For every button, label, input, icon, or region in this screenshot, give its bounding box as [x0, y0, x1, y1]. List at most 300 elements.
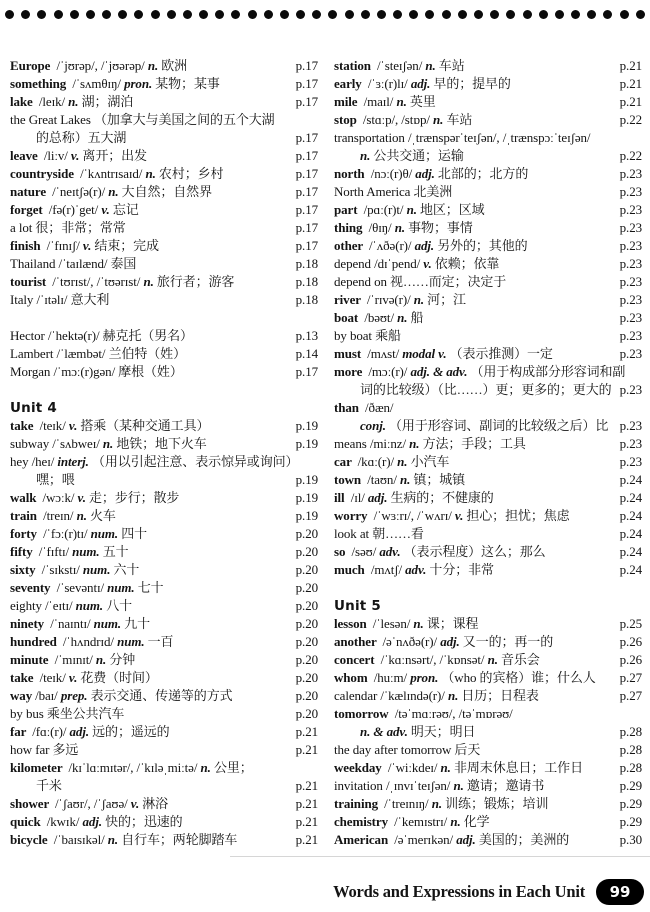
- page-reference: p.17: [295, 184, 318, 199]
- vocab-entry-line: [10, 687, 318, 705]
- entry-text: [10, 813, 183, 831]
- vocab-entry-line: [334, 165, 642, 183]
- entry-fragment: 湖；湖泊: [78, 94, 134, 109]
- headword: Europe: [10, 58, 54, 73]
- part-of-speech: adj.: [440, 634, 460, 649]
- entry-fragment: 的总称）五大湖: [36, 130, 127, 145]
- headword: river: [334, 292, 364, 307]
- entry-fragment: eighty /ˈeɪtɪ/: [10, 598, 76, 613]
- entry-fragment: /ˈfɪnɪʃ/: [46, 238, 83, 253]
- entry-text: [10, 327, 193, 345]
- entry-fragment: /ˈsʌmθɪŋ/: [72, 76, 125, 91]
- part-of-speech: num.: [82, 562, 111, 577]
- headword: whom: [334, 670, 371, 685]
- headword: hundred: [10, 634, 60, 649]
- part-of-speech: n.: [108, 184, 119, 199]
- entry-fragment: 八十: [103, 598, 133, 613]
- vocab-entry-line: [10, 453, 318, 471]
- vocab-entry-line: [334, 651, 642, 669]
- vocab-entry-line: [10, 435, 318, 453]
- entry-fragment: /ˈneɪtʃə(r)/: [52, 184, 109, 199]
- entry-text: [334, 327, 401, 345]
- headword: leave: [10, 148, 41, 163]
- vocab-entry-line: [10, 111, 318, 129]
- entry-text: [334, 705, 513, 723]
- entry-text: [10, 489, 179, 507]
- entry-fragment: /əˈmerɪkən/: [394, 832, 457, 847]
- part-of-speech: adj.: [410, 76, 431, 91]
- entry-fragment: 四十: [118, 526, 147, 541]
- headword: training: [334, 796, 382, 811]
- part-of-speech: adj.: [82, 814, 102, 829]
- entry-fragment: subway /ˈsʌbweɪ/: [10, 436, 103, 451]
- entry-text: [334, 93, 436, 111]
- entry-fragment: 公里；: [210, 760, 253, 775]
- headword: minute: [10, 652, 52, 667]
- vocab-entry-line: [10, 129, 318, 147]
- entry-fragment: 又一的；再一的: [459, 634, 554, 649]
- entry-text: [10, 57, 187, 75]
- page-reference: p.22: [619, 112, 642, 127]
- entry-fragment: 北部的；北方的: [434, 166, 529, 181]
- page-reference: p.20: [295, 526, 318, 541]
- border-dot: [506, 10, 515, 19]
- part-of-speech: conj.: [360, 418, 386, 433]
- entry-text: [10, 597, 132, 615]
- headword: forget: [10, 202, 46, 217]
- page-reference: p.24: [619, 508, 642, 523]
- headword: sixty: [10, 562, 39, 577]
- page-reference: p.23: [619, 310, 642, 325]
- entry-fragment: 自行车；两轮脚踏车: [118, 832, 238, 847]
- entry-fragment: /teɪk/: [39, 418, 69, 433]
- vocab-entry-line: [10, 777, 318, 795]
- entry-text: [36, 129, 126, 147]
- entry-text: [334, 345, 553, 363]
- entry-text: [10, 687, 233, 705]
- entry-fragment: 车站: [435, 58, 465, 73]
- headword: must: [334, 346, 365, 361]
- page-reference: p.27: [619, 670, 642, 685]
- vocab-entry-line: [10, 507, 318, 525]
- headword: chemistry: [334, 814, 392, 829]
- entry-fragment: 走；步行；散步: [85, 490, 180, 505]
- vocab-entry-line: [10, 615, 318, 633]
- entry-fragment: 结束；完成: [91, 238, 159, 253]
- part-of-speech: adj. & adv.: [410, 364, 468, 379]
- entry-text: [334, 453, 449, 471]
- border-dot: [587, 10, 596, 19]
- border-dot: [393, 10, 402, 19]
- part-of-speech: n.: [147, 58, 159, 73]
- page-reference: p.17: [295, 94, 318, 109]
- entry-text: [334, 795, 548, 813]
- entry-text: [10, 255, 136, 273]
- page-reference: p.20: [295, 634, 318, 649]
- page-reference: p.20: [295, 616, 318, 631]
- vocab-entry-line: [334, 57, 642, 75]
- page-reference: p.23: [619, 382, 642, 397]
- entry-fragment: /səʊ/: [351, 544, 380, 559]
- entry-fragment: /ˈɜː(r)lɪ/: [367, 76, 411, 91]
- entry-fragment: /ðæn/: [365, 400, 394, 415]
- border-dot: [248, 10, 257, 19]
- entry-text: [10, 417, 209, 435]
- part-of-speech: pron.: [124, 76, 153, 91]
- page-reference: p.21: [295, 796, 318, 811]
- entry-text: [10, 507, 116, 525]
- vocab-entry-line: [10, 147, 318, 165]
- vocab-entry-line: [10, 705, 318, 723]
- unit-header: [334, 597, 642, 615]
- part-of-speech: n.: [433, 112, 444, 127]
- part-of-speech: n.: [450, 814, 461, 829]
- page-reference: p.21: [295, 724, 318, 739]
- page-reference: p.17: [295, 238, 318, 253]
- part-of-speech: num.: [72, 544, 100, 559]
- headword: much: [334, 562, 368, 577]
- entry-text: [334, 543, 546, 561]
- border-dot: [458, 10, 467, 19]
- vocab-entry-line: [10, 417, 318, 435]
- part-of-speech: num.: [107, 580, 135, 595]
- entry-text: [10, 183, 212, 201]
- entry-fragment: 欧洲: [158, 58, 188, 73]
- part-of-speech: n.: [425, 58, 436, 73]
- border-dot: [167, 10, 176, 19]
- entry-fragment: the day after tomorrow 后天: [334, 742, 481, 757]
- entry-text: [10, 525, 147, 543]
- entry-fragment: 担心；担忧；焦虑: [463, 508, 570, 523]
- vocab-entry-line: [334, 543, 642, 561]
- headword: north: [334, 166, 368, 181]
- part-of-speech: num.: [117, 634, 145, 649]
- vocab-entry-line: [334, 183, 642, 201]
- entry-fragment: 远的；遥远的: [89, 724, 170, 739]
- page-reference: p.21: [619, 58, 642, 73]
- part-of-speech: v.: [130, 796, 140, 811]
- part-of-speech: n.: [400, 472, 411, 487]
- border-dot: [312, 10, 321, 19]
- entry-fragment: 船: [407, 310, 424, 325]
- entry-text: [10, 669, 158, 687]
- entry-fragment: 小汽车: [407, 454, 450, 469]
- entry-text: [334, 525, 424, 543]
- vocab-entry-line: [334, 759, 642, 777]
- entry-fragment: （表示推测）一定: [446, 346, 553, 361]
- entry-text: [10, 291, 109, 309]
- part-of-speech: n.: [440, 760, 451, 775]
- page-reference: p.13: [295, 328, 318, 343]
- vocab-entry-line: [10, 759, 318, 777]
- right-column: [334, 57, 642, 849]
- unit-header-label: Unit 5: [334, 598, 381, 614]
- part-of-speech: n.: [397, 454, 408, 469]
- headword: seventy: [10, 580, 54, 595]
- border-dot: [490, 10, 499, 19]
- entry-text: [10, 93, 133, 111]
- entry-text: [334, 183, 452, 201]
- entry-fragment: /mɔː(r)/: [368, 364, 411, 379]
- entry-text: [334, 309, 423, 327]
- vocab-entry-line: [334, 363, 642, 381]
- part-of-speech: n.: [447, 688, 459, 703]
- vocab-entry-line: [10, 291, 318, 309]
- part-of-speech: n.: [409, 436, 420, 451]
- entry-fragment: 音乐会: [497, 652, 540, 667]
- unit-header: [10, 399, 318, 417]
- entry-fragment: /kwɪk/: [46, 814, 83, 829]
- entry-fragment: /baɪ/: [35, 688, 61, 703]
- page-reference: p.21: [619, 76, 642, 91]
- vocab-entry-line: [10, 525, 318, 543]
- vocab-entry-line: [334, 327, 642, 345]
- headword: nature: [10, 184, 50, 199]
- entry-fragment: 方法；手段；工具: [419, 436, 526, 451]
- entry-text: [334, 219, 473, 237]
- part-of-speech: n.: [143, 274, 154, 289]
- entry-fragment: /wɔːk/: [42, 490, 78, 505]
- entry-fragment: 地区；区域: [416, 202, 485, 217]
- part-of-speech: num.: [90, 526, 119, 541]
- entry-text: [10, 435, 207, 453]
- entry-text: [10, 543, 129, 561]
- unit-header-label: Unit 4: [10, 400, 57, 416]
- vocab-entry-line: [334, 381, 642, 399]
- page-reference: p.24: [619, 562, 642, 577]
- spacer: [10, 381, 318, 399]
- vocab-entry-line: [10, 363, 318, 381]
- entry-text: [334, 255, 499, 273]
- entry-fragment: /teɪk/: [39, 670, 69, 685]
- entry-text: [10, 147, 147, 165]
- headword: ill: [334, 490, 348, 505]
- spacer: [334, 579, 642, 597]
- part-of-speech: num.: [93, 616, 122, 631]
- entry-fragment: invitation /ˌɪnvɪˈteɪʃən/: [334, 778, 454, 793]
- border-dot: [571, 10, 580, 19]
- entry-fragment: 车站: [443, 112, 473, 127]
- entry-fragment: 英里: [406, 94, 436, 109]
- entry-text: [334, 633, 553, 651]
- border-dot: [474, 10, 483, 19]
- vocab-entry-line: [334, 777, 642, 795]
- entry-fragment: /nɔː(r)θ/: [370, 166, 416, 181]
- entry-text: [334, 57, 465, 75]
- vocab-entry-line: [10, 561, 318, 579]
- headword: forty: [10, 526, 41, 541]
- entry-text: [10, 795, 168, 813]
- entry-fragment: Hector /ˈhektə(r)/ 赫克托（男名）: [10, 328, 193, 343]
- page-reference: p.28: [619, 724, 642, 739]
- entry-fragment: 火车: [86, 508, 116, 523]
- headword: something: [10, 76, 70, 91]
- headword: tourist: [10, 274, 50, 289]
- part-of-speech: n.: [394, 220, 405, 235]
- page-footer: [333, 879, 644, 905]
- border-dot: [151, 10, 160, 19]
- page-reference: p.20: [295, 562, 318, 577]
- entry-fragment: 训练；锻炼；培训: [442, 796, 549, 811]
- part-of-speech: n.: [413, 616, 424, 631]
- entry-fragment: 十分；非常: [426, 562, 494, 577]
- entry-fragment: /ˈrɪvə(r)/: [366, 292, 414, 307]
- headword: fifty: [10, 544, 36, 559]
- border-dot: [296, 10, 305, 19]
- page-reference: p.23: [619, 418, 642, 433]
- part-of-speech: n.: [397, 310, 408, 325]
- headword: quick: [10, 814, 44, 829]
- entry-text: [10, 759, 253, 777]
- part-of-speech: adv.: [405, 562, 427, 577]
- entry-fragment: /mʌtʃ/: [370, 562, 406, 577]
- spacer: [10, 309, 318, 327]
- page-reference: p.20: [295, 652, 318, 667]
- entry-fragment: means /miːnz/: [334, 436, 410, 451]
- page-reference: p.17: [295, 220, 318, 235]
- two-column-word-list: [0, 57, 650, 849]
- page-reference: p.29: [619, 814, 642, 829]
- vocab-entry-line: [10, 165, 318, 183]
- entry-text: [10, 615, 150, 633]
- vocab-entry-line: [10, 93, 318, 111]
- vocab-entry-line: [10, 723, 318, 741]
- page-reference: p.21: [295, 742, 318, 757]
- entry-fragment: /ˈsteɪʃən/: [377, 58, 426, 73]
- entry-fragment: 一百: [144, 634, 174, 649]
- vocab-entry-line: [334, 435, 642, 453]
- entry-text: [334, 651, 540, 669]
- vocab-entry-line: [334, 309, 642, 327]
- headword: bicycle: [10, 832, 51, 847]
- page-reference: p.14: [295, 346, 318, 361]
- entry-fragment: /taʊn/: [367, 472, 400, 487]
- entry-fragment: /ˈʃaʊr/, /ˈʃaʊə/: [55, 796, 131, 811]
- vocab-entry-line: [334, 471, 642, 489]
- headword: ninety: [10, 616, 48, 631]
- entry-fragment: 美国的；美洲的: [475, 832, 570, 847]
- entry-fragment: /liːv/: [43, 148, 71, 163]
- border-dot: [328, 10, 337, 19]
- entry-text: [334, 507, 570, 525]
- entry-fragment: /bəʊt/: [364, 310, 398, 325]
- entry-fragment: 快的；迅速的: [101, 814, 183, 829]
- entry-text: [360, 417, 608, 435]
- vocab-entry-line: [10, 813, 318, 831]
- vocab-entry-line: [334, 669, 642, 687]
- part-of-speech: v.: [423, 256, 432, 271]
- border-dot: [199, 10, 208, 19]
- entry-text: [334, 777, 544, 795]
- part-of-speech: v.: [68, 418, 78, 433]
- entry-fragment: /ˈʌðə(r)/: [369, 238, 415, 253]
- part-of-speech: n.: [107, 832, 119, 847]
- page-reference: p.22: [619, 148, 642, 163]
- part-of-speech: n.: [76, 508, 87, 523]
- entry-fragment: /ˈtreɪnɪŋ/: [384, 796, 432, 811]
- entry-fragment: /ɪl/: [350, 490, 368, 505]
- part-of-speech: adj.: [456, 832, 476, 847]
- entry-fragment: 忘记: [109, 202, 139, 217]
- page-number-badge: [596, 879, 644, 905]
- entry-fragment: 地铁；地下火车: [113, 436, 207, 451]
- entry-text: [10, 705, 124, 723]
- entry-fragment: /ˈtʊrɪst/, /ˈtʊərɪst/: [52, 274, 144, 289]
- page-reference: p.30: [619, 832, 642, 847]
- entry-text: [360, 381, 612, 399]
- part-of-speech: interj.: [57, 454, 89, 469]
- page-reference: p.20: [295, 670, 318, 685]
- page-reference: p.28: [619, 742, 642, 757]
- headword: kilometer: [10, 760, 66, 775]
- entry-text: [334, 237, 528, 255]
- part-of-speech: v.: [68, 670, 78, 685]
- vocab-entry-line: [334, 633, 642, 651]
- vocab-entry-line: [10, 579, 318, 597]
- headword: finish: [10, 238, 44, 253]
- entry-text: [334, 273, 506, 291]
- entry-text: [334, 111, 472, 129]
- entry-fragment: （表示程度）这么；那么: [400, 544, 546, 559]
- page-reference: p.19: [295, 436, 318, 451]
- entry-fragment: 邀请；邀请书: [463, 778, 545, 793]
- page-reference: p.20: [295, 544, 318, 559]
- entry-text: [10, 723, 170, 741]
- headword: mile: [334, 94, 361, 109]
- headword: worry: [334, 508, 371, 523]
- entry-fragment: 花费（时间）: [77, 670, 158, 685]
- entry-text: [334, 561, 494, 579]
- entry-fragment: /pɑː(r)t/: [363, 202, 407, 217]
- entry-fragment: how far 多远: [10, 742, 79, 757]
- page-reference: p.23: [619, 256, 642, 271]
- page-reference: p.23: [619, 292, 642, 307]
- vocab-entry-line: [10, 237, 318, 255]
- vocab-entry-line: [334, 255, 642, 273]
- page-reference: p.17: [295, 166, 318, 181]
- vocab-entry-line: [334, 345, 642, 363]
- entry-fragment: /θɪŋ/: [368, 220, 395, 235]
- border-dot: [409, 10, 418, 19]
- headword: tomorrow: [334, 706, 392, 721]
- entry-fragment: /ˈwiːkdeɪ/: [387, 760, 441, 775]
- entry-text: [10, 633, 173, 651]
- part-of-speech: n.: [413, 292, 425, 307]
- entry-text: [36, 777, 62, 795]
- dotted-top-border: [0, 0, 650, 19]
- part-of-speech: v.: [82, 238, 92, 253]
- part-of-speech: n.: [95, 652, 107, 667]
- vocab-entry-line: [334, 75, 642, 93]
- entry-fragment: /fɑː(r)/: [32, 724, 70, 739]
- entry-fragment: Lambert /ˈlæmbət/ 兰伯特（姓）: [10, 346, 186, 361]
- headword: lesson: [334, 616, 370, 631]
- page-reference: p.29: [619, 778, 642, 793]
- vocab-entry-line: [10, 597, 318, 615]
- border-dot: [231, 10, 240, 19]
- entry-fragment: transportation /ˌtrænspərˈteɪʃən/, /ˌtrænspɔːˈteɪʃən/: [334, 130, 591, 145]
- entry-fragment: 化学: [460, 814, 490, 829]
- page-reference: p.29: [619, 796, 642, 811]
- entry-fragment: /kɑː(r)/: [357, 454, 398, 469]
- page-number: 99: [609, 883, 631, 901]
- part-of-speech: n.: [102, 436, 114, 451]
- entry-fragment: /ˈlesən/: [372, 616, 414, 631]
- headword: concert: [334, 652, 378, 667]
- border-dot: [361, 10, 370, 19]
- entry-text: [334, 435, 526, 453]
- entry-fragment: 搭乘（某种交通工具）: [77, 418, 210, 433]
